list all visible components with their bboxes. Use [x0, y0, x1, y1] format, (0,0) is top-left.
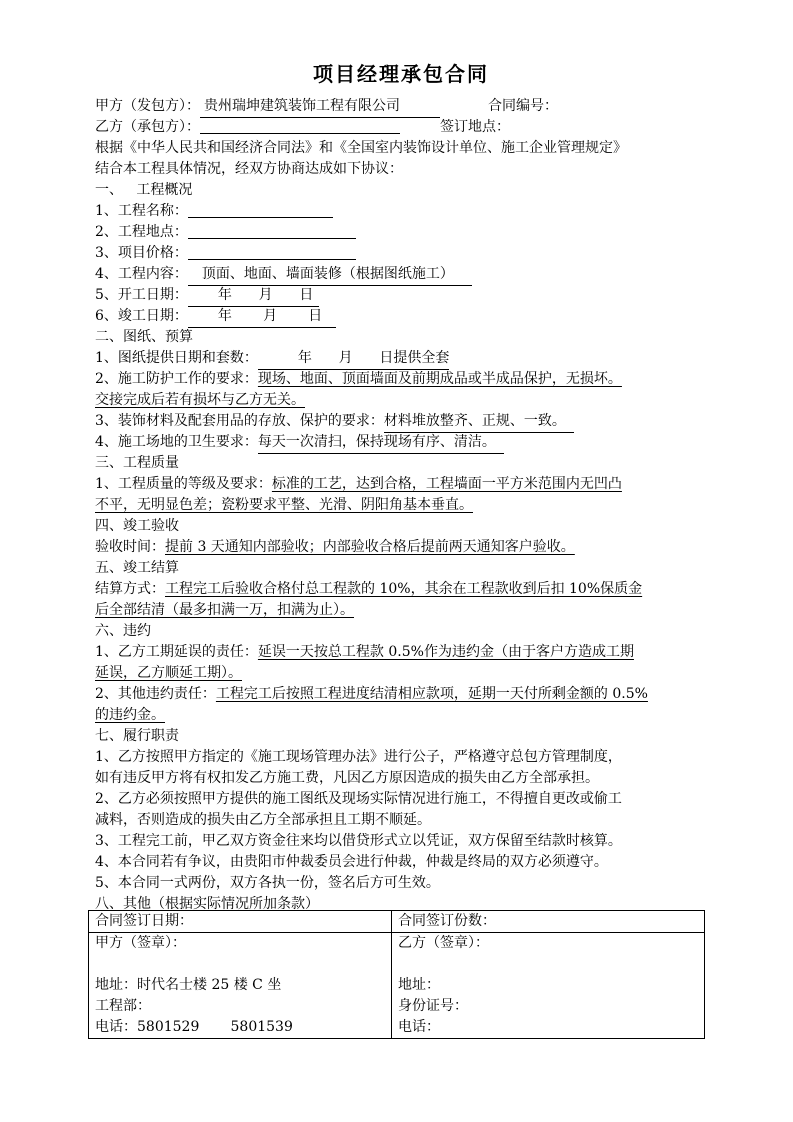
hygiene-row	[95, 432, 707, 453]
project-price-blank[interactable]	[188, 244, 356, 260]
section-8-heading: 八、其他（根据实际情况所加条款）	[95, 896, 319, 912]
project-content-label: 4、工程内容：	[95, 266, 188, 282]
project-location-row	[95, 222, 707, 243]
project-name-label: 1、工程名称：	[95, 203, 188, 219]
hygiene-label: 4、施工场地的卫生要求：	[95, 434, 258, 450]
project-name-row	[95, 201, 707, 222]
acceptance-row	[95, 537, 707, 558]
party-a-phone: 电话：5801529 5801539	[95, 1019, 293, 1035]
protection-value-a: 现场、地面、顶面墙面及前期成品或半成品保护，无损坏。	[257, 371, 622, 387]
materials-row	[95, 411, 707, 432]
party-b-label: 乙方（承包方）：	[95, 119, 200, 135]
quality-value-b: 不平，无明显色差；瓷粉要求平整、光滑、阴阳角基本垂直。	[95, 497, 473, 513]
protection-row	[95, 369, 707, 390]
other-breach-label: 2、其他违约责任：	[95, 686, 216, 702]
party-a-dept: 工程部：	[95, 998, 151, 1014]
sign-place-label: 签订地点：	[440, 119, 510, 135]
quality-label: 1、工程质量的等级及要求：	[95, 476, 272, 492]
contract-no-label: 合同编号：	[488, 98, 558, 114]
section-6-heading: 六、违约	[95, 623, 151, 639]
settlement-value-b: 后全部结清（最多扣满一万，扣满为止）。	[95, 602, 354, 618]
drawings-label: 1、图纸提供日期和套数：	[95, 350, 258, 366]
project-price-label: 3、项目价格：	[95, 245, 188, 261]
contract-document	[95, 60, 707, 915]
party-a-address: 地址：时代名士楼 25 楼 C 坐	[95, 977, 282, 993]
sign-date-cell[interactable]	[89, 911, 392, 933]
intro-line-2: 结合本工程具体情况，经双方协商达成如下协议：	[95, 161, 403, 177]
quality-value-a: 标准的工艺，达到合格，工程墙面一平方米范围内无凹凸	[271, 476, 622, 492]
party-a-value: 贵州瑞坤建筑装饰工程有限公司	[200, 96, 440, 118]
project-price-row	[95, 243, 707, 264]
sign-date-label: 合同签订日期：	[95, 913, 193, 929]
protection-label: 2、施工防护工作的要求：	[95, 371, 258, 387]
section-7-heading: 七、履行职责	[95, 728, 179, 744]
party-b-sign-cell[interactable]	[392, 933, 705, 1039]
signature-table	[88, 910, 705, 1039]
party-b-phone: 电话：	[398, 1019, 440, 1035]
project-location-label: 2、工程地点：	[95, 224, 188, 240]
party-b-row	[95, 117, 707, 138]
end-date-value: 年 月 日	[188, 306, 336, 328]
intro-line-1: 根据《中华人民共和国经济合同法》和《全国室内装饰设计单位、施工企业管理规定》	[95, 140, 627, 156]
drawings-row	[95, 348, 707, 369]
copies-cell[interactable]	[392, 911, 705, 933]
duty-4: 4、本合同若有争议，由贵阳市仲裁委员会进行仲裁，仲裁是终局的双方必须遵守。	[95, 854, 608, 870]
party-a-sign-cell[interactable]	[89, 933, 392, 1039]
copies-label: 合同签订份数：	[398, 913, 496, 929]
quality-row-2	[95, 495, 707, 516]
settlement-value-a: 工程完工后验收合格付总工程款的 10%，其余在工程款收到后扣 10%保质金	[165, 581, 643, 597]
acceptance-label: 验收时间：	[95, 539, 165, 555]
protection-row-2	[95, 390, 707, 411]
section-3-heading: 三、工程质量	[95, 455, 179, 471]
start-date-value: 年 月 日	[188, 285, 319, 307]
settlement-row	[95, 579, 707, 600]
settlement-label: 结算方式：	[95, 581, 165, 597]
project-content-value: 顶面、地面、墙面装修（根据图纸施工）	[188, 264, 472, 286]
page-title: 项目经理承包合同	[313, 62, 489, 86]
materials-label: 3、装饰材料及配套用品的存放、保护的要求：	[95, 413, 384, 429]
duty-2b: 减料，否则造成的损失由乙方全部承担且工期不顺延。	[95, 812, 431, 828]
duty-3: 3、工程完工前，甲乙双方资金往来均以借贷形式立以凭证，双方保留至结款时核算。	[95, 833, 622, 849]
other-breach-value-b: 的违约金。	[95, 707, 165, 723]
project-name-blank[interactable]	[188, 202, 333, 218]
acceptance-value: 提前 3 天通知内部验收；内部验收合格后提前两天通知客户验收。	[165, 539, 575, 555]
quality-row	[95, 474, 707, 495]
delay-row	[95, 642, 707, 663]
section-2-heading: 二、图纸、预算	[95, 329, 193, 345]
party-b-address: 地址：	[398, 977, 440, 993]
party-b-sign-label: 乙方（签章）：	[398, 935, 489, 951]
start-date-row	[95, 285, 707, 306]
end-date-row	[95, 306, 707, 327]
section-5-heading: 五、竣工结算	[95, 560, 179, 576]
end-date-label: 6、竣工日期：	[95, 308, 188, 324]
duty-1b: 如有违反甲方将有权扣发乙方施工费，凡因乙方原因造成的损失由乙方全部承担。	[95, 770, 599, 786]
drawings-value: 年 月 日提供全套	[258, 348, 449, 370]
delay-label: 1、乙方工期延误的责任：	[95, 644, 258, 660]
settlement-row-2	[95, 600, 707, 621]
other-breach-row	[95, 684, 707, 705]
project-content-row	[95, 264, 707, 285]
delay-row-2	[95, 663, 707, 684]
delay-value-b: 延误，乙方顺延工期）。	[95, 665, 242, 681]
section-1-heading: 一、 工程概况	[95, 182, 193, 198]
duty-2a: 2、乙方必须按照甲方提供的施工图纸及现场实际情况进行施工，不得擅自更改或偷工	[95, 791, 622, 807]
section-4-heading: 四、竣工验收	[95, 518, 179, 534]
party-a-row	[95, 96, 707, 117]
party-a-sign-label: 甲方（签章）：	[95, 935, 186, 951]
party-b-blank[interactable]	[200, 118, 400, 134]
party-b-id: 身份证号：	[398, 998, 468, 1014]
materials-value: 材料堆放整齐、正规、一致。	[384, 411, 574, 433]
other-breach-value-a: 工程完工后按照工程进度结清相应款项，延期一天付所剩金额的 0.5%	[215, 686, 648, 702]
delay-value-a: 延误一天按总工程款 0.5%作为违约金（由于客户方造成工期	[257, 644, 634, 660]
start-date-label: 5、开工日期：	[95, 287, 188, 303]
duty-1a: 1、乙方按照甲方指定的《施工现场管理办法》进行公子，严格遵守总包方管理制度，	[95, 749, 622, 765]
project-location-blank[interactable]	[188, 223, 356, 239]
protection-value-b: 交接完成后若有损坏与乙方无关。	[95, 392, 305, 408]
other-breach-row-2	[95, 705, 707, 726]
hygiene-value: 每天一次清扫，保持现场有序、清洁。	[258, 432, 504, 454]
duty-5: 5、本合同一式两份，双方各执一份，签名后方可生效。	[95, 875, 440, 891]
party-a-label: 甲方（发包方）：	[95, 98, 200, 114]
